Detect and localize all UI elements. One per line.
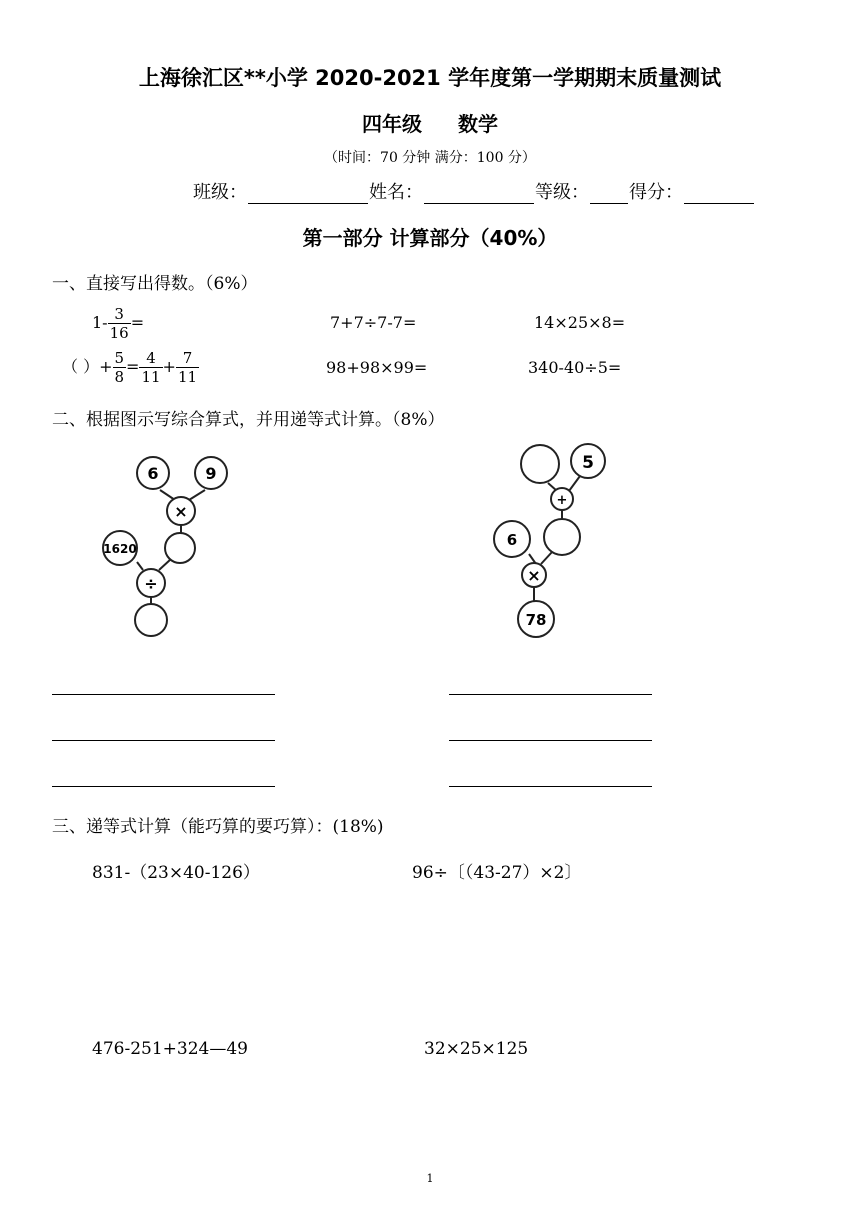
answer-line-left-3[interactable] [52, 786, 275, 787]
tree1-node-b-label: 9 [205, 464, 217, 483]
score-label: 得分： [629, 182, 683, 203]
q3-problem-2: 96÷〔（43-27）×2〕 [412, 863, 582, 883]
q1-item-f: 340-40÷5= [528, 358, 622, 377]
tree-diagram-2 [490, 438, 630, 643]
q1-a-prefix: 1- [92, 313, 108, 332]
tree1-node-empty-1[interactable] [165, 533, 195, 563]
q3-heading: 三、递等式计算（能巧算的要巧算）：(18%) [52, 817, 384, 837]
score-field[interactable] [684, 185, 754, 204]
tree1-op1-label: × [174, 502, 188, 521]
tree1-node-b [195, 457, 227, 489]
q3-problem-3: 476-251+324—49 [92, 1039, 248, 1059]
page-number: 1 [426, 1172, 434, 1185]
exam-info: （时间：70 分钟 满分：100 分） [324, 150, 536, 166]
q1-d-blank: （ ）+ [62, 357, 113, 376]
tree1-node-result[interactable] [135, 604, 167, 636]
q1-item-d [62, 349, 199, 386]
tree2-node-b-label: 6 [506, 531, 518, 549]
answer-line-right-3[interactable] [449, 786, 652, 787]
tree-diagram-1 [95, 450, 245, 645]
subject-label: 数学 [457, 112, 498, 136]
class-label: 班级： [193, 182, 247, 203]
q2-heading: 二、根据图示写综合算式，并用递等式计算。（8%） [52, 410, 445, 430]
tree2-node-result [518, 601, 554, 637]
name-field[interactable] [424, 185, 534, 204]
q1-a-numerator: 3 [108, 305, 131, 324]
answer-line-left-2[interactable] [52, 740, 275, 741]
tree2-op-plus [551, 488, 573, 510]
q1-d-plus: + [162, 357, 176, 376]
q1-d-fraction-2 [139, 349, 162, 386]
tree2-op-multiply [522, 563, 546, 587]
grade-subject [0, 108, 860, 137]
tree1-op-divide [137, 569, 165, 597]
tree1-node-c-label: 1620 [103, 542, 137, 556]
q1-d2-numerator: 4 [139, 349, 162, 368]
q1-a-denominator: 16 [109, 324, 129, 342]
q1-item-c: 14×25×8= [534, 313, 626, 332]
q1-d1-numerator: 5 [114, 349, 125, 367]
q1-d3-numerator: 7 [176, 349, 199, 368]
grade-label: 四年级 [362, 112, 423, 136]
exam-title: 上海徐汇区**小学 2020-2021 学年度第一学期期末质量测试 [138, 66, 722, 90]
tree1-node-a [137, 457, 169, 489]
q1-d-fraction-1 [113, 349, 127, 386]
tree1-node-c [103, 531, 137, 565]
q3-problem-1: 831-（23×40-126） [92, 863, 260, 883]
part1-title: 第一部分 计算部分（40%） [302, 226, 558, 250]
tree2-node-a [571, 444, 605, 478]
tree1-node-a-label: 6 [147, 464, 159, 483]
tree2-node-empty-1[interactable] [521, 445, 559, 483]
answer-line-left-1[interactable] [52, 694, 275, 695]
student-info-row [193, 178, 755, 204]
q1-d-fraction-3 [176, 349, 199, 386]
tree2-node-empty-2[interactable] [544, 519, 580, 555]
tree2-node-b [494, 521, 530, 557]
name-label: 姓名： [369, 182, 423, 203]
q1-a-fraction [108, 305, 131, 342]
answer-line-right-2[interactable] [449, 740, 652, 741]
tree2-node-result-label: 78 [525, 611, 547, 629]
answer-line-right-1[interactable] [449, 694, 652, 695]
level-label: 等级： [535, 182, 589, 203]
tree2-op2-label: × [527, 566, 541, 585]
tree1-op2-label: ÷ [144, 574, 158, 593]
q1-d2-denominator: 11 [141, 368, 161, 386]
level-field[interactable] [590, 185, 628, 204]
tree2-node-a-label: 5 [582, 453, 594, 473]
q1-item-b: 7+7÷7-7= [330, 313, 417, 332]
q1-d-equals: = [126, 357, 140, 376]
tree2-op1-label: + [556, 493, 568, 508]
q1-heading: 一、直接写出得数。（6%） [52, 274, 258, 294]
q1-a-suffix: = [130, 313, 145, 332]
q1-item-e: 98+98×99= [326, 358, 428, 377]
q1-d1-denominator: 8 [114, 368, 125, 386]
q1-item-a [92, 305, 144, 342]
q3-problem-4: 32×25×125 [424, 1039, 529, 1059]
class-field[interactable] [248, 185, 368, 204]
q1-d3-denominator: 11 [177, 368, 198, 386]
tree1-op-multiply [167, 497, 195, 525]
